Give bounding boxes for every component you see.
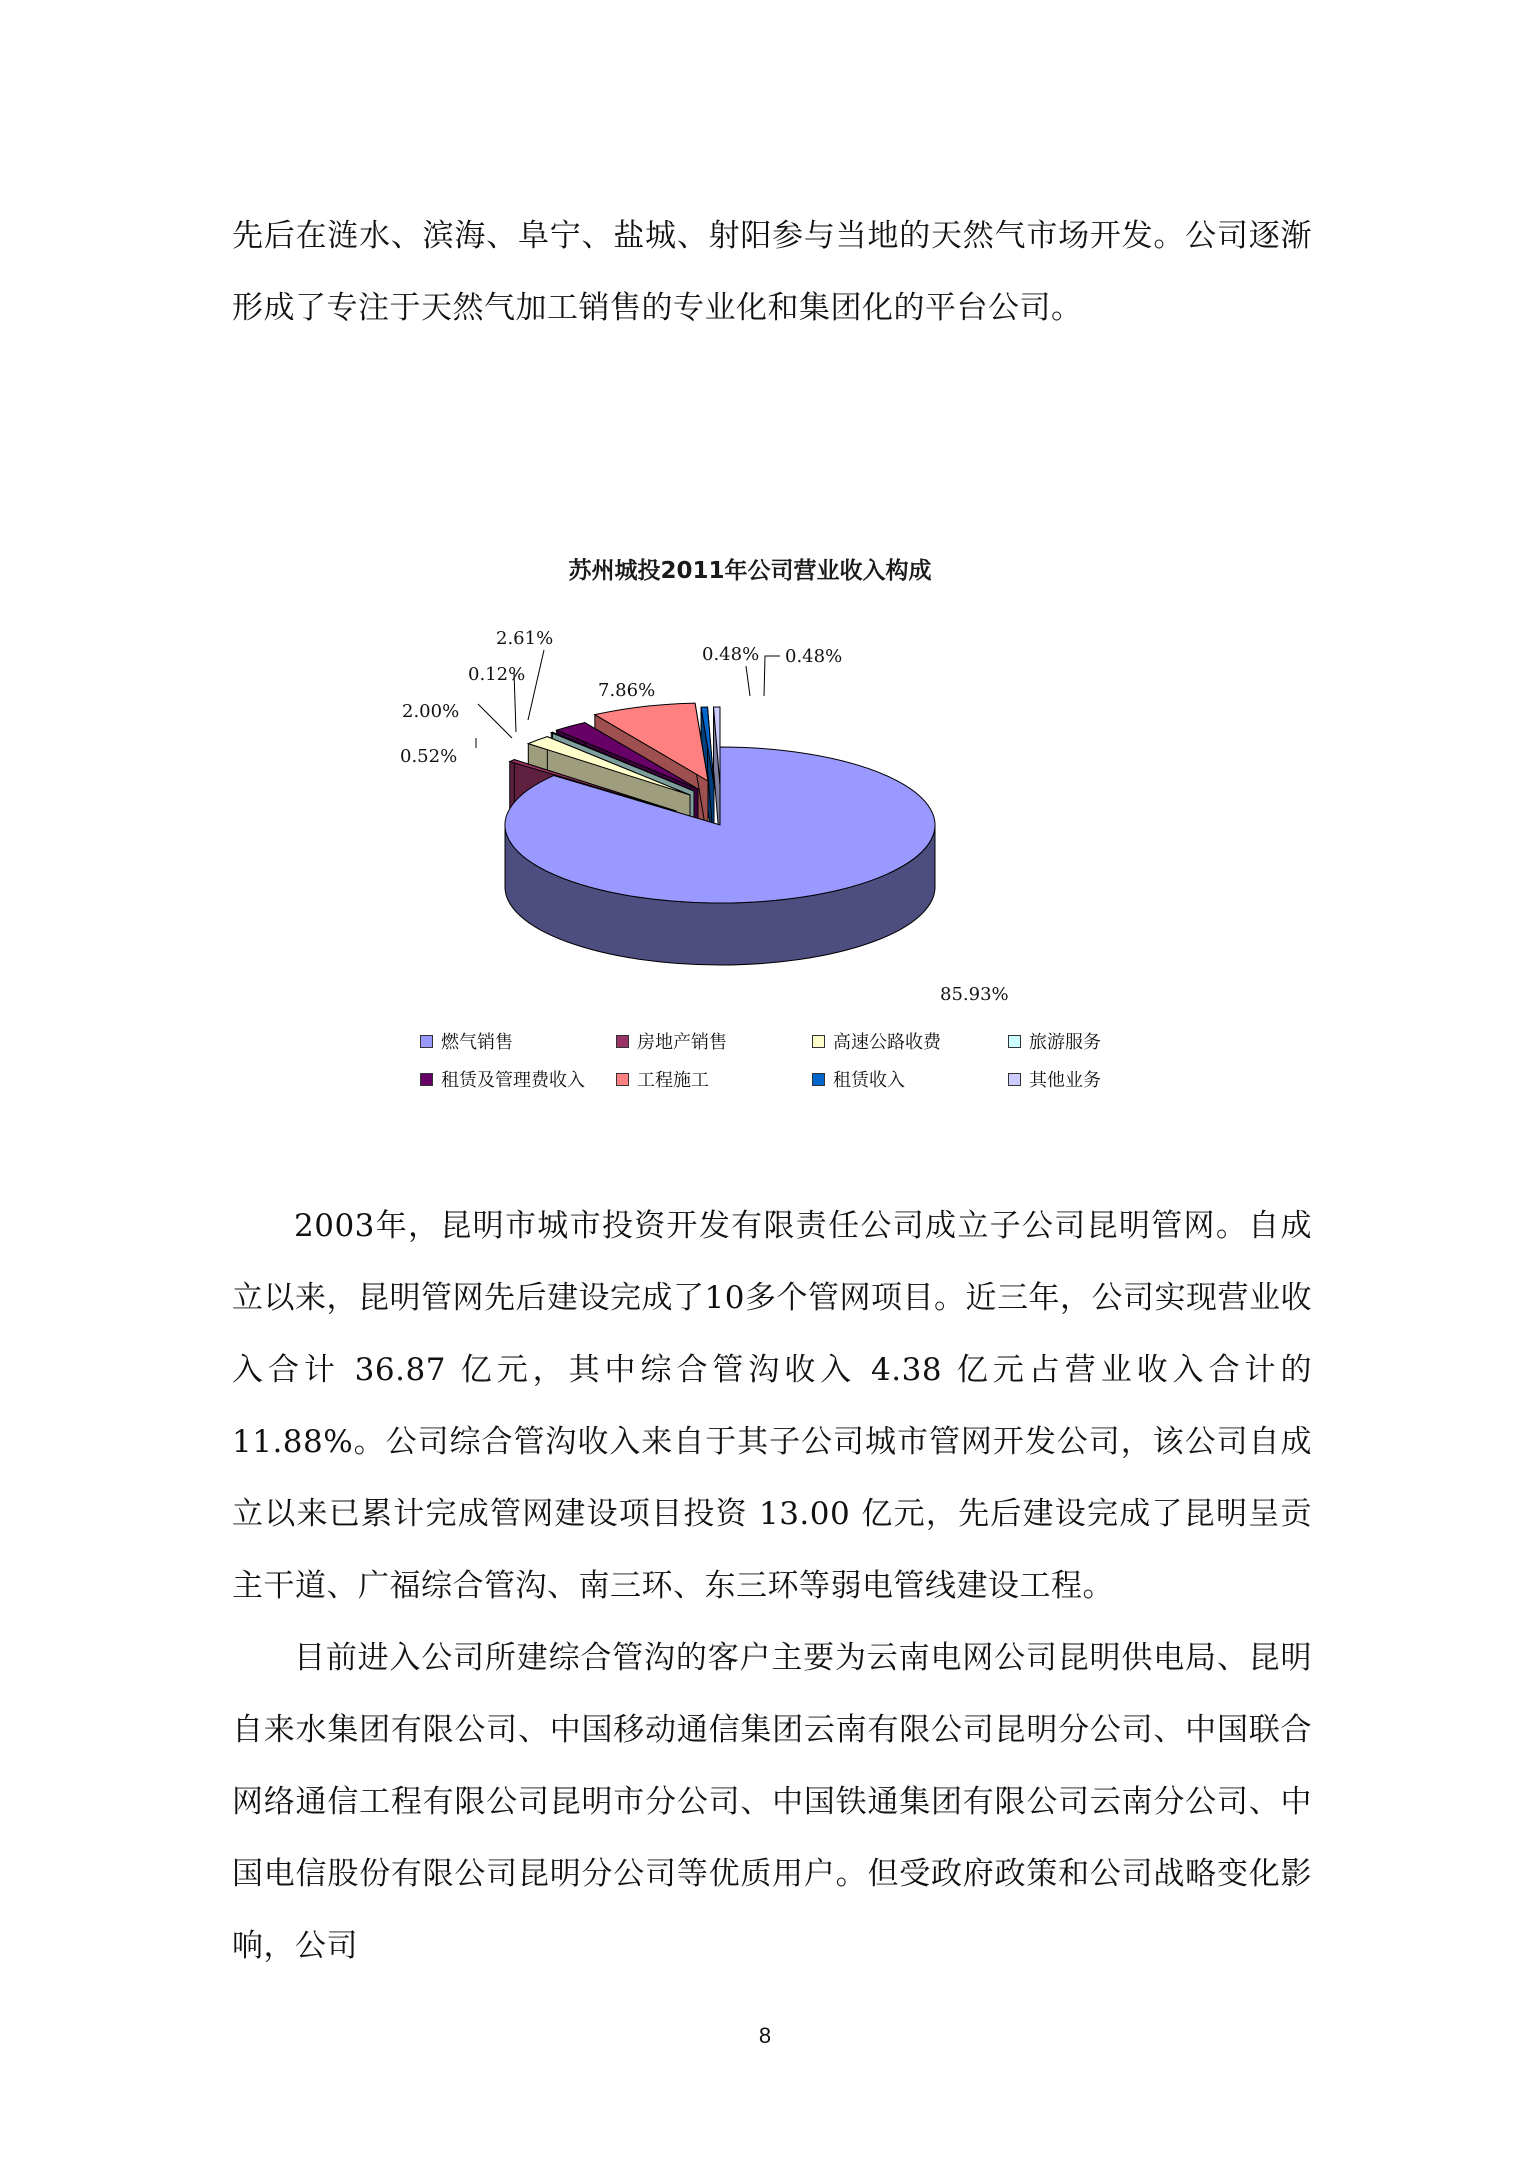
page-number: 8 [758,2023,772,2048]
legend-label: 燃气销售 [441,1032,513,1053]
legend-item [812,1028,1008,1054]
legend-swatch [1008,1073,1021,1086]
chart-title: 苏州城投2011年公司营业收入构成 [568,558,932,584]
legend-item [1008,1066,1168,1092]
legend-swatch [616,1073,629,1086]
legend-item [616,1066,812,1092]
legend-label: 其他业务 [1029,1070,1101,1091]
legend-label: 工程施工 [637,1070,709,1091]
legend-swatch [1008,1035,1021,1048]
paragraph-1: 先后在涟水、滨海、阜宁、盐城、射阳参与当地的天然气市场开发。公司逐渐形成了专注于天然气加工销售的专业化和集团化的平台公司。 [232,218,1312,326]
data-label-7: 0.48% [785,646,843,667]
legend-label: 旅游服务 [1029,1032,1101,1053]
legend-swatch [812,1073,825,1086]
legend-item [616,1028,812,1054]
data-label-0: 85.93% [940,984,1009,1005]
data-label-1: 0.52% [400,746,458,767]
chart-legend [420,1028,1140,1092]
legend-item [420,1066,616,1092]
data-label-2: 2.00% [402,701,460,722]
legend-item [420,1028,616,1054]
legend-label: 房地产销售 [637,1032,727,1053]
legend-label: 租赁收入 [833,1070,905,1091]
legend-swatch [420,1035,433,1048]
legend-swatch [420,1073,433,1086]
leader-line-2 [478,704,512,738]
pie-tops [505,703,935,903]
data-label-4: 2.61% [496,628,554,649]
legend-item [812,1066,1008,1092]
paragraph-3: 目前进入公司所建综合管沟的客户主要为云南电网公司昆明供电局、昆明自来水集团有限公司、中国移动通信集团云南有限公司昆明分公司、中国联合网络通信工程有限公司昆明市分公司、中国铁通集团有限公司云南分公司、中国电信股份有限公司昆明分公司等优质用户。但受政府政策和公司战略变化影响，公司 [232,1640,1312,1964]
legend-swatch [616,1035,629,1048]
leader-line-6 [746,666,750,696]
paragraph-2: 2003年，昆明市城市投资开发有限责任公司成立子公司昆明管网。自成立以来，昆明管网先后建设完成了10多个管网项目。近三年，公司实现营业收入合计 36.87 亿元，其中综合管沟收入 4.38 亿元占营业收入合计的 11.88%。公司综合管沟收入来自于其子公司城市管网开发公司，该公司自成立以来已累计完成管网建设项目投资 13.00 亿元，先后建设完成了昆明呈贡主干道、广福综合管沟、南三环、东三环等弱电管线建设工程。 [232,1208,1312,1604]
legend-item [1008,1028,1168,1054]
legend-label: 租赁及管理费收入 [441,1070,585,1091]
pie-chart [380,620,1140,1020]
data-label-5: 7.86% [598,680,656,701]
data-label-6: 0.48% [702,644,760,665]
leader-line-7 [764,656,780,696]
legend-swatch [812,1035,825,1048]
legend-label: 高速公路收费 [833,1032,941,1053]
data-label-3: 0.12% [468,664,526,685]
leader-line-4 [528,650,544,720]
